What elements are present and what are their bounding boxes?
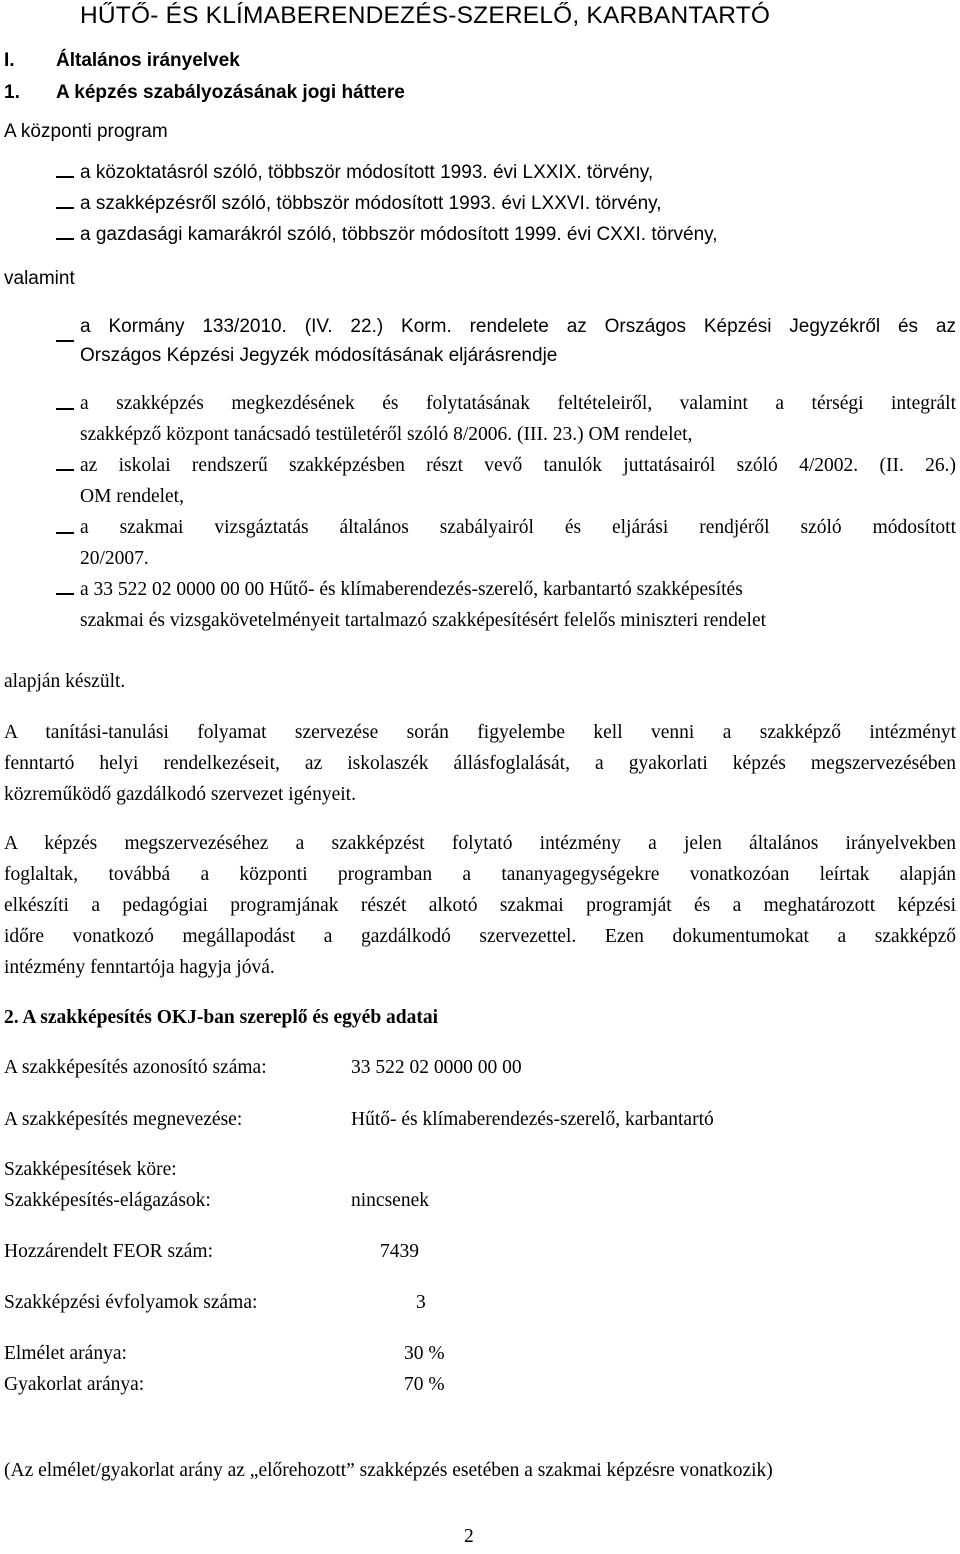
law-item: a gazdasági kamarákról szóló, többször módosított 1999. évi CXXI. törvény, (80, 224, 718, 245)
rule-item-line: a szakmai vizsgáztatás általános szabályairól és eljárási rendjéről szóló módosított (80, 517, 956, 538)
law-item: a közoktatásról szóló, többször módosított 1993. évi LXXIX. törvény, (80, 162, 654, 183)
paragraph-line: A tanítási-tanulási folyamat szervezése során figyelembe kell venni a szakképző intézményt (4, 722, 956, 743)
paragraph-line: időre vonatkozó megállapodást a gazdálkodó szervezettel. Ezen dokumentumokat a szakképző (4, 926, 956, 947)
id-value: 33 522 02 0000 00 00 (351, 1057, 522, 1078)
list-dash (56, 408, 74, 410)
paragraph-line: intézmény fenntartója hagyja jóvá. (4, 957, 275, 978)
years-value: 3 (416, 1292, 426, 1313)
feor-label: Hozzárendelt FEOR szám: (4, 1241, 214, 1262)
rule-item-line: a 33 522 02 0000 00 00 Hűtő- és klímaberendezés-szerelő, karbantartó szakképesítés (80, 579, 743, 600)
list-dash (56, 340, 74, 342)
rule-item-line: szakképző központ tanácsadó testületéről szóló 8/2006. (III. 23.) OM rendelet, (80, 424, 693, 445)
branch-label: Szakképesítés-elágazások: (4, 1190, 211, 1211)
document-title: HŰTŐ- ÉS KLÍMABERENDEZÉS-SZERELŐ, KARBANTARTÓ (80, 2, 771, 29)
paragraph-line: fenntartó helyi rendelkezéseit, az iskolaszék állásfoglalását, a gyakorlati képzés megszervezésében (4, 753, 956, 774)
law-item: a szakképzésről szóló, többször módosított 1993. évi LXXVI. törvény, (80, 193, 662, 214)
paragraph-line: elkészíti a pedagógiai programjának részét alkotó szakmai programját és a meghatározott képzési (4, 895, 956, 916)
list-dash (56, 176, 74, 178)
theory-label: Elmélet aránya: (4, 1343, 127, 1364)
list-dash (56, 593, 74, 595)
alapjan-text: alapján készült. (4, 671, 126, 692)
practice-label: Gyakorlat aránya: (4, 1374, 145, 1395)
name-label: A szakképesítés megnevezése: (4, 1109, 243, 1130)
scope-label: Szakképesítések köre: (4, 1159, 177, 1180)
page-number: 2 (464, 1526, 474, 1547)
note-text: (Az elmélet/gyakorlat arány az „előrehozott” szakképzés esetében a szakmai képzésre vonatkozik) (4, 1460, 773, 1481)
valamint-text: valamint (4, 268, 75, 289)
korm-line: Országos Képzési Jegyzék módosításának eljárásrendje (80, 345, 558, 366)
name-value: Hűtő- és klímaberendezés-szerelő, karbantartó (351, 1109, 714, 1130)
practice-value: 70 % (404, 1374, 445, 1395)
list-dash (56, 469, 74, 471)
subsection-heading: A képzés szabályozásának jogi háttere (56, 82, 405, 103)
section-number: I. (4, 50, 15, 71)
theory-value: 30 % (404, 1343, 445, 1364)
feor-value: 7439 (380, 1241, 419, 1262)
paragraph-line: foglaltak, továbbá a központi programban a tananyagegységekre vonatkozóan leírtak alapján (4, 864, 956, 885)
subsection-number: 1. (4, 82, 20, 103)
rule-item-line: szakmai és vizsgakövetelményeit tartalmazó szakképesítésért felelős miniszteri rendelet (80, 610, 767, 631)
paragraph-line: közreműködő gazdálkodó szervezet igényeit. (4, 784, 356, 805)
years-label: Szakképzési évfolyamok száma: (4, 1292, 258, 1313)
list-dash (56, 532, 74, 534)
id-label: A szakképesítés azonosító száma: (4, 1057, 267, 1078)
branch-value: nincsenek (351, 1190, 429, 1211)
rule-item-line: az iskolai rendszerű szakképzésben részt vevő tanulók juttatásairól szóló 4/2002. (II. 26.) (80, 455, 956, 476)
section-heading: Általános irányelvek (56, 50, 240, 71)
intro-text: A központi program (4, 121, 168, 142)
rule-item-line: a szakképzés megkezdésének és folytatásának feltételeiről, valamint a térségi integrált (80, 393, 956, 414)
korm-line: a Kormány 133/2010. (IV. 22.) Korm. rendelete az Országos Képzési Jegyzékről és az (80, 316, 956, 337)
list-dash (56, 207, 74, 209)
rule-item-line: 20/2007. (80, 548, 149, 569)
paragraph-line: A képzés megszervezéséhez a szakképzést folytató intézmény a jelen általános irányelvekben (4, 833, 956, 854)
rule-item-line: OM rendelet, (80, 486, 184, 507)
list-dash (56, 238, 74, 240)
section-2-heading: 2. A szakképesítés OKJ-ban szereplő és egyéb adatai (4, 1007, 439, 1028)
